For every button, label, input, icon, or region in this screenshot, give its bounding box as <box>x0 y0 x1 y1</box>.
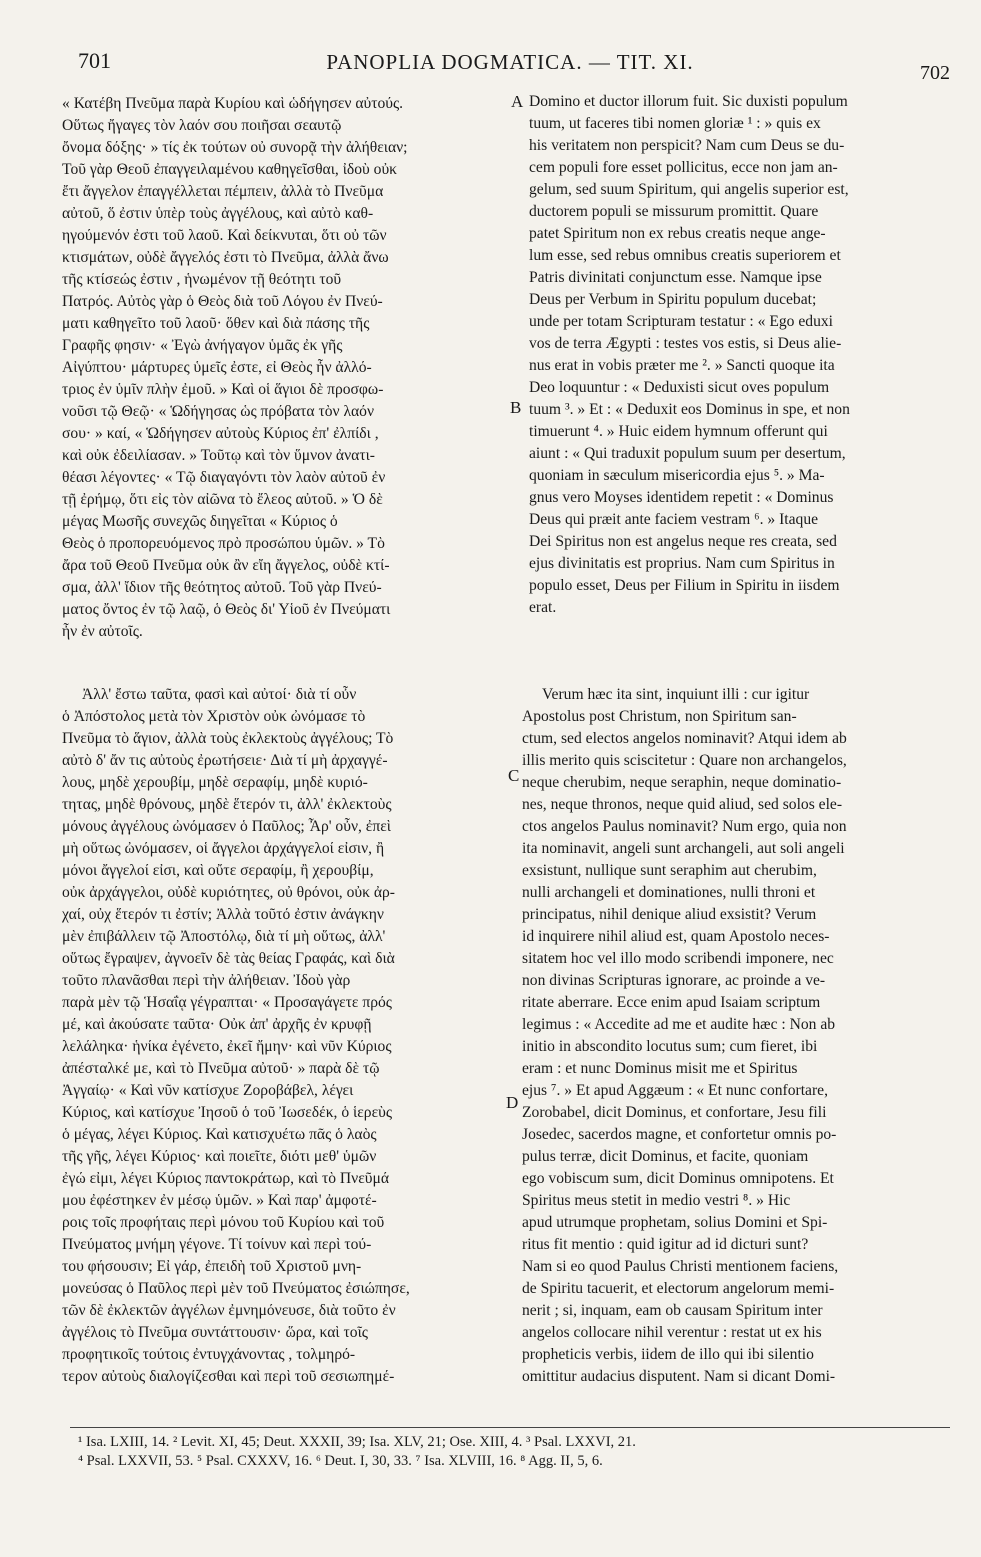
text-line: τῇ ἐρήμῳ, ὅτι εἰς τὸν αἰῶνα τὸ ἔλεος αὐτοῦ. » Ὁ δὲ <box>62 491 383 508</box>
text-line: cem populi fore esset pollicitus, ecce non jam an- <box>529 159 838 176</box>
text-line: nes, neque thronos, neque quid aliud, sed solos ele- <box>522 796 843 813</box>
text-line: de Spiritu tacuerit, et electorum angelorum memi- <box>522 1280 835 1297</box>
greek-column-bottom <box>62 684 514 1388</box>
text-line: erat. <box>529 599 557 616</box>
text-line: apud utrumque prophetam, solius Domini et Spi- <box>522 1214 828 1231</box>
text-line: Domino et ductor illorum fuit. Sic duxisti populum <box>529 93 848 110</box>
text-line: Deus per Verbum in Spiritu populum ducebat; <box>529 291 817 308</box>
text-line: principatus, nihil denique aliud exsistit? Verum <box>522 906 817 923</box>
text-line: παρὰ μὲν τῷ Ἡσαΐᾳ γέγραπται· « Προσαγάγετε πρός <box>62 994 392 1011</box>
text-line: Spiritus meus stetit in medio vestri ⁸. » Hic <box>522 1192 791 1209</box>
text-line: ἄρα τοῦ Θεοῦ Πνεῦμα οὐκ ἂν εἴη ἄγγελος, οὐδὲ κτί- <box>62 557 390 574</box>
text-line: σου· » καί, « Ὡδήγησεν αὐτοὺς Κύριος ἐπ' ἐλπίδι , <box>62 425 379 442</box>
text-line: τριος ἐν ὑμῖν πλὴν ἐμοῦ. » Καὶ οἱ ἅγιοι δὲ προσφω- <box>62 381 384 398</box>
text-line: αὐτὸ δ' ἄν τις αὐτοὺς ἐρωτήσειε· Διὰ τί μὴ ἀρχαγγέ- <box>62 752 388 769</box>
text-line: μὴ οὕτως ὠνόμασεν, οἱ ἄγγελοι ἀρχάγγελοί εἰσιν, ἢ <box>62 840 385 857</box>
page-header <box>70 48 950 88</box>
text-line: non divinas Scripturas ignorare, ac proinde a ve- <box>522 972 826 989</box>
text-line: Patris divinitati conjunctum esse. Namque ipse <box>529 269 822 286</box>
text-line: initio in abscondito locutus sum; cum fieret, ibi <box>522 1038 818 1055</box>
text-line: θέασι λέγοντες· « Τῷ διαγαγόντι τὸν λαὸν αὐτοῦ ἐν <box>62 469 386 486</box>
text-line: Deus qui præit ante faciem vestram ⁶. » Itaque <box>529 511 819 528</box>
text-line: Verum hæc ita sint, inquiunt illi : cur igitur <box>542 686 810 703</box>
text-line: ἐγώ εἰμι, λέγει Κύριος παντοκράτωρ, καὶ τὸ Πνεῦμά <box>62 1170 390 1187</box>
text-line: Θεὸς ὁ προπορευόμενος πρὸ προσώπου ὑμῶν. » Τὸ <box>62 535 385 552</box>
text-line: gnus vero Moyses identidem repetit : « Dominus <box>529 489 834 506</box>
text-line: populo esset, Deus per Filium in Spiritu in iisdem <box>529 577 840 594</box>
text-line: legimus : « Accedite ad me et audite hæc : Non ab <box>522 1016 836 1033</box>
latin-column-bottom <box>522 684 943 1388</box>
text-line: unde per totam Scripturam testatur : « Ego eduxi <box>529 313 834 330</box>
text-line: ego vobiscum sum, dicit Dominus omnipotens. Et <box>522 1170 834 1187</box>
text-line: propheticis verbis, iidem de illo qui ibi silentio <box>522 1346 814 1363</box>
text-line: illis merito quis sciscitetur : Quare non archangelos, <box>522 752 847 769</box>
text-line: Κύριος, καὶ κατίσχυε Ἰησοῦ ὁ τοῦ Ἰωσεδέκ, ὁ ἱερεὺς <box>62 1104 393 1121</box>
text-line: ἀπέσταλκέ με, καὶ τὸ Πνεῦμα αὐτοῦ· » παρὰ δὲ τῷ <box>62 1060 380 1077</box>
text-line: ctum, sed electos angelos nominavit? Atqui idem ab <box>522 730 847 747</box>
text-line: χαί, οὐχ ἕτερόν τι ἐστίν; Ἀλλὰ τοῦτό ἐστιν ἀνάγκην <box>62 906 384 923</box>
text-line: quoniam in sæculum misericordia ejus ⁵. » Ma- <box>529 467 825 484</box>
text-line: omittitur audacius disputent. Nam si dicant Domi- <box>522 1368 836 1385</box>
text-line: ἀγγέλοις τὸ Πνεῦμα συντάττουσιν· ὥρα, καὶ τοῖς <box>62 1324 368 1341</box>
text-line: τῆς γῆς, λέγει Κύριος· καὶ ποιεῖτε, διότι μεθ' ὑμῶν <box>62 1148 377 1165</box>
text-line: nus erat in vobis præter me ². » Sancti quoque ita <box>529 357 835 374</box>
text-line: τερον αὐτοὺς διαλογίζεσθαι καὶ περὶ τοῦ σεσιωπημέ- <box>62 1368 395 1385</box>
text-line: μόνοι ἄγγελοί εἰσι, καὶ οὔτε σεραφίμ, ἢ χερουβίμ, <box>62 862 374 879</box>
text-line: Deo loquuntur : « Deduxisti sicut oves populum <box>529 379 830 396</box>
text-line: his veritatem non perspicit? Nam cum Deus se du- <box>529 137 845 154</box>
text-line: μέ, καὶ ἀκούσατε ταῦτα· Οὐκ ἀπ' ἀρχῆς ἐν κρυφῇ <box>62 1016 372 1033</box>
section-marker-b: B <box>510 398 522 417</box>
text-line: ματι καθηγεῖτο τοῦ λαοῦ· ὅθεν καὶ διὰ πάσης τῆς <box>62 315 370 332</box>
text-line: nulli archangeli et dominationes, nulli throni et <box>522 884 816 901</box>
text-line: Nam si eo quod Paulus Christi mentionem faciens, <box>522 1258 839 1275</box>
footnote-line: ⁴ Psal. LXXVII, 53. ⁵ Psal. CXXXV, 16. ⁶ Deut. I, 30, 33. ⁷ Isa. XLVIII, 16. ⁸ Agg. II, 5, 6. <box>78 1453 603 1469</box>
text-line: ἦν ἐν αὐτοῖς. <box>62 623 143 640</box>
text-line: Zorobabel, dicit Dominus, et confortare, Jesu fili <box>522 1104 827 1121</box>
text-line: ροις τοῖς προφήταις περὶ μόνου τοῦ Κυρίου καὶ τοῦ <box>62 1214 385 1231</box>
text-line: ejus divinitatis est proprius. Nam cum Spiritus in <box>529 555 835 572</box>
text-line: ejus ⁷. » Et apud Aggæum : « Et nunc confortare, <box>522 1082 828 1099</box>
text-line: Apostolus post Christum, non Spiritum san- <box>522 708 797 725</box>
text-line: ηγούμενόν ἐστι τοῦ λαοῦ. Καὶ δείκνυται, ὅτι οὐ τῶν <box>62 227 387 244</box>
text-line: σμα, ἀλλ' ἴδιον τῆς θεότητος αὐτοῦ. Τοῦ γὰρ Πνεύ- <box>62 579 382 596</box>
text-line: patet Spiritum non ex rebus creatis neque ange- <box>529 225 826 242</box>
text-line: timuerunt ⁴. » Huic eidem hymnum offerunt qui <box>529 423 828 440</box>
text-line: ita nominavit, angeli sunt archangeli, aut soli angeli <box>522 840 845 857</box>
latin-column-top <box>529 91 943 619</box>
text-line: Γραφῆς φησιν· « Ἐγὼ ἀνήγαγον ὑμᾶς ἐκ γῆς <box>62 337 343 354</box>
footnote-line: ¹ Isa. LXIII, 14. ² Levit. XI, 45; Deut. XXXII, 39; Isa. XLV, 21; Ose. XIII, 4. ³ Psal. LXXVI, 21. <box>78 1434 636 1450</box>
text-line: ritate aberrare. Ecce enim apud Isaiam scriptum <box>522 994 821 1011</box>
section-marker-d: D <box>506 1093 519 1112</box>
text-line: καὶ οὐκ ἐδειλίασαν. » Τοῦτῳ καὶ τὸν ὕμνον ἀνατι- <box>62 447 375 464</box>
text-line: μόνους ἀγγέλους ὠνόμασεν ὁ Παῦλος; Ἆρ' οὖν, ἐπεὶ <box>62 818 391 835</box>
text-line: κτισμάτων, οὐδὲ ἄγγελός ἐστι τὸ Πνεῦμα, ἀλλὰ ἄνω <box>62 249 389 266</box>
text-line: ὁ Ἀπόστολος μετὰ τὸν Χριστὸν οὐκ ὠνόμασε τὸ <box>62 708 366 725</box>
text-line: Πατρός. Αὐτὸς γὰρ ὁ Θεὸς διὰ τοῦ Λόγου ἐν Πνεύ- <box>62 293 383 310</box>
text-line: Ἀλλ' ἔστω ταῦτα, φασὶ καὶ αὐτοί· διὰ τί οὖν <box>82 686 357 703</box>
text-line: ἔτι ἄγγελον ἐπαγγέλλεται πέμπειν, ἀλλὰ τὸ Πνεῦμα <box>62 183 384 200</box>
text-line: pulus terræ, dicit Dominus, et facite, quoniam <box>522 1148 809 1165</box>
text-line: Πνεῦμα τὸ ἅγιον, ἀλλὰ τοὺς ἐκλεκτοὺς ἀγγέλους; Τὸ <box>62 730 394 747</box>
text-line: ὄνομα δόξης· » τίς ἐκ τούτων οὐ συνορᾷ τὴν ἀλήθειαν; <box>62 139 408 156</box>
text-line: ritus fit mentio : quid igitur ad id dicturi sunt? <box>522 1236 809 1253</box>
text-line: τῶν δὲ ἐκλεκτῶν ἀγγέλων ἐμνημόνευσε, διὰ τοῦτο ἐν <box>62 1302 396 1319</box>
text-line: Οὕτως ἤγαγες τὸν λαόν σου ποιῆσαι σεαυτῷ <box>62 117 342 134</box>
text-line: μονεύσας ὁ Παῦλος περὶ μὲν τοῦ Πνεύματος ἐσιώπησε, <box>62 1280 410 1297</box>
text-line: του φήσουσιν; Εἰ γάρ, ἐπειδὴ τοῦ Χριστοῦ μνη- <box>62 1258 362 1275</box>
text-line: ματος ὄντος ἐν τῷ λαῷ, ὁ Θεὸς δι' Υἱοῦ ἐν Πνεύματι <box>62 601 391 618</box>
text-line: exsistunt, nullique sunt seraphim aut cherubim, <box>522 862 817 879</box>
text-line: ὁ μέγας, λέγει Κύριος. Καὶ κατισχυέτω πᾶς ὁ λαὸς <box>62 1126 377 1143</box>
text-line: tuum, ut faceres tibi nomen gloriæ ¹ : » quis ex <box>529 115 821 132</box>
text-line: sitatem hoc vel illo modo scribendi imponere, nec <box>522 950 834 967</box>
text-line: αὐτοῦ, ὅ ἐστιν ὑπὲρ τοὺς ἀγγέλους, καὶ αὐτὸ καθ- <box>62 205 374 222</box>
page-number-right: 702 <box>920 62 950 84</box>
text-line: μὲν ἐπιβάλλειν τῷ Ἀποστόλῳ, διὰ τί μὴ οὕτως, ἀλλ' <box>62 928 386 945</box>
text-line: angelos collocare nihil verentur : restat ut ex his <box>522 1324 822 1341</box>
text-line: Τοῦ γὰρ Θεοῦ ἐπαγγειλαμένου καθηγεῖσθαι, ἰδοὺ οὐκ <box>62 161 398 178</box>
text-line: οὕτως ἔγραψεν, ἀγνοεῖν δὲ τὰς θείας Γραφάς, καὶ διὰ <box>62 950 395 967</box>
text-line: tuum ³. » Et : « Deduxit eos Dominus in spe, et non <box>529 401 850 418</box>
text-line: eram : et nunc Dominus misit me et Spiritus <box>522 1060 798 1077</box>
text-line: gelum, sed suum Spiritum, qui angelis superior est, <box>529 181 849 198</box>
text-line: neque cherubim, neque seraphin, neque dominatio- <box>522 774 842 791</box>
section-marker-a: A <box>511 92 524 111</box>
text-line: λελάληκα· ἡνίκα ἐγένετο, ἐκεῖ ἤμην· καὶ νῦν Κύριος <box>62 1038 392 1055</box>
greek-column-top <box>62 93 514 643</box>
text-line: προφητικοῖς τούτοις ἐντυγχάνοντας , τολμηρό- <box>62 1346 356 1363</box>
page-number-left: 701 <box>78 48 111 73</box>
text-line: ductorem populi se missurum promittit. Quare <box>529 203 819 220</box>
text-line: id inquirere nihil aliud est, quam Apostolo neces- <box>522 928 830 945</box>
text-line: Πνεύματος μνήμη γέγονε. Τί τοίνυν καὶ περὶ τού- <box>62 1236 372 1253</box>
text-line: μέγας Μωσῆς συνεχῶς διηγεῖται « Κύριος ὁ <box>62 513 338 530</box>
text-line: λους, μηδὲ χερουβίμ, μηδὲ σεραφίμ, μηδὲ κυριό- <box>62 774 368 791</box>
text-line: aiunt : « Qui traduxit populum suum per desertum, <box>529 445 846 462</box>
footnote-divider <box>70 1427 950 1428</box>
text-line: μου ἐφέστηκεν ἐν μέσῳ ὑμῶν. » Καὶ παρ' ἀμφοτέ- <box>62 1192 377 1209</box>
text-line: nerit ; si, inquam, eam ob causam Spiritum inter <box>522 1302 823 1319</box>
text-line: lum esse, sed rebus omnibus creatis superiorem et <box>529 247 841 264</box>
text-line: Dei Spiritus non est angelus neque res creata, sed <box>529 533 837 550</box>
text-line: τῆς κτίσεώς ἐστιν , ἡνωμένον τῇ θεότητι τοῦ <box>62 271 342 288</box>
text-line: « Κατέβη Πνεῦμα παρὰ Κυρίου καὶ ὡδήγησεν αὐτούς. <box>62 95 404 112</box>
text-line: vos de terra Ægypti : testes vos estis, si Deus alie- <box>529 335 842 352</box>
footnotes <box>78 1433 958 1471</box>
running-title: PANOPLIA DOGMATICA. — TIT. XI. <box>326 50 694 74</box>
section-marker-c: C <box>508 766 520 785</box>
text-line: οὐκ ἀρχάγγελοι, οὐδὲ κυριότητες, οὐ θρόνοι, οὐκ ἀρ- <box>62 884 395 901</box>
text-line: τητας, μηδὲ θρόνους, μηδὲ ἕτερόν τι, ἀλλ' ἐκλεκτοὺς <box>62 796 392 813</box>
text-line: νοῦσι τῷ Θεῷ· « Ὡδήγησας ὡς πρόβατα τὸν λαόν <box>62 403 375 420</box>
text-line: Αἰγύπτου· μάρτυρες ὑμεῖς ἐστε, εἰ Θεὸς ἦν ἀλλό- <box>62 359 372 376</box>
text-line: τοῦτο πλανᾶσθαι περὶ τὴν ἀλήθειαν. Ἰδοὺ γὰρ <box>62 972 351 989</box>
text-line: Josedec, sacerdos magne, et confortetur omnis po- <box>522 1126 837 1143</box>
text-line: Ἀγγαίῳ· « Καὶ νῦν κατίσχυε Ζοροβάβελ, λέγει <box>62 1082 354 1099</box>
text-line: ctos angelos Paulus nominavit? Num ergo, quia non <box>522 818 847 835</box>
